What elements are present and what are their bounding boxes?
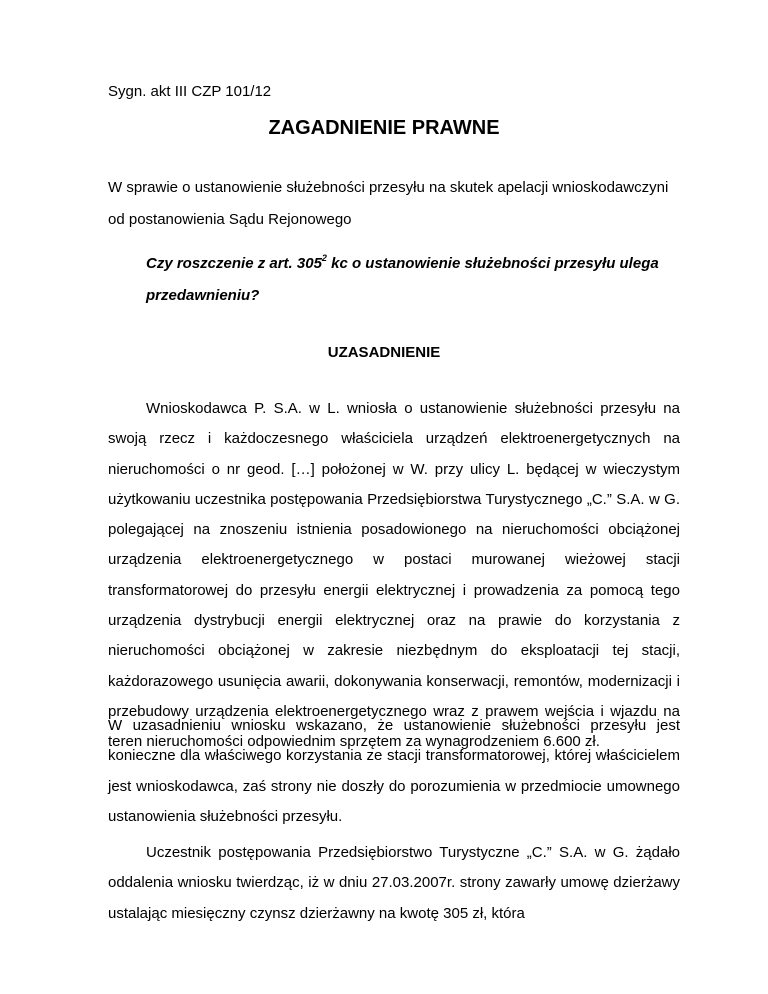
paragraph-3 xyxy=(108,838,680,929)
paragraph-2-text: W uzasadnieniu wniosku wskazano, że ustanowienie służebności przesyłu jest konieczne dla właściwego korzystania ze stacji transformatorowej, której właścicielem jest wnioskodawca, zaś strony nie doszły do porozumienia w przedmiocie umownego ustanowienia służebności przesyłu. xyxy=(108,717,680,825)
legal-question xyxy=(146,248,686,312)
paragraph-2 xyxy=(108,711,680,832)
paragraph-1 xyxy=(108,394,680,758)
case-signature: Sygn. akt III CZP 101/12 xyxy=(108,83,272,100)
section-heading: UZASADNIENIE xyxy=(327,344,441,361)
document-title: ZAGADNIENIE PRAWNE xyxy=(268,117,500,139)
intro-text: W sprawie o ustanowienie służebności przesyłu na skutek apelacji wnioskodawczyni od postanowienia Sądu Rejonowego xyxy=(108,179,669,228)
paragraph-1-text: Wnioskodawca P. S.A. w L. wniosła o ustanowienie służebności przesyłu na swoją rzecz i każdoczesnego właściciela urządzeń elektroenergetycznych na nieruchomości o nr geod. […] położonej w W. przy ulicy L. będącej w wieczystym użytkowaniu uczestnika postępowania Przedsiębiorstwa Turystycznego „C.” S.A. w G. polegającej na znoszeniu istnienia posadowionego na nieruchomości obciążonej urządzenia elektroenergetycznego w postaci murowanej wieżowej stacji transformatorowej do przesyłu energii elektrycznej i prowadzenia za pomocą tego urządzenia dystrybucji energii elektrycznej oraz na prawie do korzystania z nieruchomości obciążonej w zakresie niezbędnym do eksploatacji tej stacji, każdorazowego usunięcia awarii, dokonywania konserwacji, remontów, modernizacji i przebudowy urządzenia elektroenergetycznego wraz z prawem wejścia i wjazdu na teren nieruchomości odpowiednim sprzętem za wynagrodzeniem 6.600 zł. xyxy=(108,400,680,751)
legal-question-superscript: 2 xyxy=(321,253,327,263)
legal-question-part2: kc o ustanowienie służebności przesyłu ulega przedawnieniu? xyxy=(146,255,659,304)
legal-question-part1: Czy roszczenie z art. 305 xyxy=(146,255,322,272)
paragraph-3-text: Uczestnik postępowania Przedsiębiorstwo Turystyczne „C.” S.A. w G. żądało oddalenia wniosku twierdząc, iż w dniu 27.03.2007r. strony zawarły umowę dzierżawy ustalając miesięczny czynsz dzierżawny na kwotę 305 zł, która xyxy=(108,844,680,922)
